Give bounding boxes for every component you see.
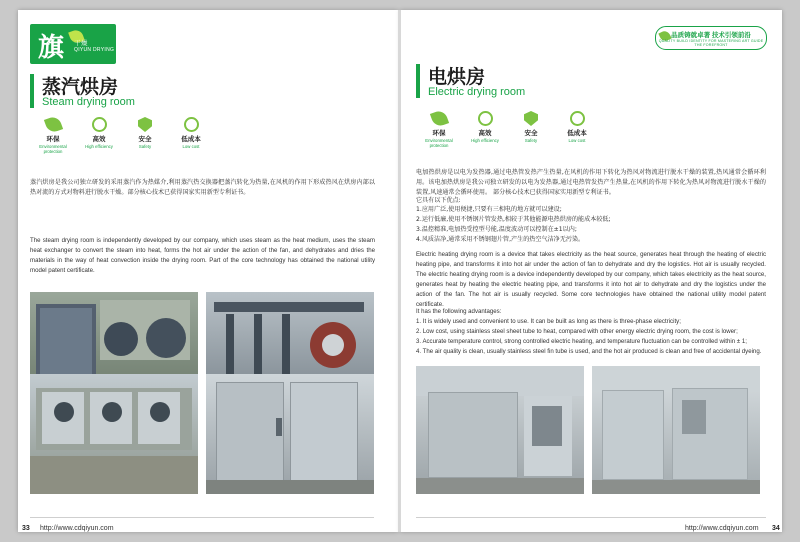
shield-icon <box>138 117 152 132</box>
coin-icon <box>570 111 585 126</box>
right-footer-divider <box>416 517 766 518</box>
right-advantage-3-en: 3. Accurate temperature control, strong controlled electric heating, and temperature fluctuation can be controlled within ± 1; <box>416 338 747 345</box>
left-body-zh: 蒸汽烘房是我公司独立研发的采用蒸汽作为热媒介,利用蒸汽热交换器把蒸汽转化为热量,在风机的作用下形成热风在烘房内部以热对流的方式对物料进行脱水干燥。部分核心技术已获得国家实用新型专利证书。 <box>30 179 375 197</box>
leaf-icon <box>429 109 448 128</box>
photo-drying-room-interior <box>206 374 374 494</box>
feature-environmental <box>416 110 462 148</box>
feature-label-zh: 安全 <box>138 136 152 143</box>
feature-label-en: Safety <box>138 144 152 149</box>
right-advantage-1-zh: 1.应用广泛,使用便捷,只要有三相电的地方就可以建设; <box>416 206 562 213</box>
right-advantage-2-en: 2. Low cost, using stainless steel sheet tube to heat, compared with other energy electric drying room, the cost is lower; <box>416 328 738 335</box>
company-logo <box>30 24 116 64</box>
feature-label-zh: 低成本 <box>567 130 587 137</box>
page-number-value: 33 <box>22 525 30 532</box>
feature-label-en: Low cost <box>182 144 200 149</box>
coin-icon <box>184 117 199 132</box>
left-footer-url[interactable] <box>40 525 114 532</box>
feature-safety <box>508 110 554 148</box>
feature-label-zh: 高效 <box>478 130 492 137</box>
badge-slogan-zh: 品质铸就卓著 技术引领前沿 <box>671 32 751 39</box>
feature-low-cost <box>554 110 600 148</box>
page-gutter <box>398 10 401 532</box>
right-footer-url[interactable] <box>685 525 759 532</box>
ring-icon <box>478 111 493 126</box>
right-advantage-4-en: 4. The air quality is clean, usually stainless steel fin tube is used, and the hot air produced is clean and free of accidental dyeing. <box>416 348 762 355</box>
footer-url-text: http://www.cdqiyun.com <box>685 525 759 532</box>
feature-label-zh: 低成本 <box>181 136 201 143</box>
page-title: 电烘房 <box>428 66 486 88</box>
photo-drying-room-fans <box>30 374 198 494</box>
leaf-icon <box>43 115 62 134</box>
logo-subtitle: 干燥 <box>74 40 88 47</box>
page-subtitle: Steam drying room <box>42 96 135 108</box>
page-number-value: 34 <box>772 525 780 532</box>
left-feature-list <box>30 116 214 154</box>
right-feature-list <box>416 110 600 148</box>
feature-safety <box>122 116 168 154</box>
feature-label-en: Safety <box>524 138 538 143</box>
right-advantage-1-en: 1. It is widely used and convenient to use. It can be built as long as there is three-phase electricity; <box>416 318 681 325</box>
left-body-en: The steam drying room is independently developed by our company, which uses steam as the heat medium, uses the steam heat exchanger to convert the steam into heat, forms the hot air under the action of the fan, and dehydrates and dries the materials in the way of heat convection inside the drying room. Part of the core technology has obtained the national utility model patent certificate. <box>30 237 375 275</box>
right-body-zh: 电加热烘房是以电为发热器,通过电热管发热产生热量,在风机的作用下转化为热风对物流进行脱水干燥的装置,热风通常会循环利用。该电加热烘房是我公司独立研发的以电为发热器,通过电热管发热产生热量,在风机的作用下转化为热风对物流进行脱水干燥的装置,风速通常会循环使用。 部分核心技术已获得国家实用新型专利证书。 <box>416 169 766 197</box>
shield-icon <box>524 111 538 126</box>
right-body-en: Electric heating drying room is a device that takes electricity as the heat source, generates heat through the heating of electric heating pipe, and transforms it into hot air under the action of fan to dehydrate and dry the logistics. Hot air is usually recycled. The electric heating drying room is a device independently developed by our company, which takes electricity as the heat source, generates heat by heating the electric heating pipe, and transforms it into hot air to dehydrate and dry the logistics under the action of the fan. The hot air is usually recycled. Some core technologies have obtained the national utility model patent certificate. <box>416 251 766 309</box>
feature-label-en: Environmental protection <box>425 138 453 149</box>
footer-url-text: http://www.cdqiyun.com <box>40 525 114 532</box>
feature-label-zh: 高效 <box>92 136 106 143</box>
feature-label-en: Environmental protection <box>39 144 67 155</box>
right-advantages-intro-zh: 它具有以下优点: <box>416 197 461 204</box>
right-advantages-intro-en: It has the following advantages: <box>416 308 502 315</box>
feature-label-en: Low cost <box>568 138 586 143</box>
quality-badge <box>655 26 767 50</box>
left-page-number <box>22 525 30 532</box>
feature-high-efficiency <box>76 116 122 154</box>
logo-subtitle-en: QIYUN DRYING <box>74 47 115 53</box>
right-advantage-2-zh: 2.运行低廉,使用不锈钢片管发热,相较于其他能源电热烘房的能成本较低; <box>416 216 611 223</box>
right-page-number <box>772 525 780 532</box>
left-footer-divider <box>30 517 374 518</box>
page-title: 蒸汽烘房 <box>42 76 119 98</box>
feature-environmental <box>30 116 76 154</box>
heading-accent-bar <box>416 64 420 98</box>
page-subtitle: Electric drying room <box>428 86 526 98</box>
feature-label-zh: 环保 <box>432 130 446 137</box>
right-advantage-3-zh: 3.温控精准,电加热受控型号能,温度波动可以控制在±1以内; <box>416 226 577 233</box>
feature-label-en: High efficiency <box>85 144 113 149</box>
heading-accent-bar <box>30 74 34 108</box>
feature-high-efficiency <box>462 110 508 148</box>
feature-low-cost <box>168 116 214 154</box>
logo-chinese-character: 旗 <box>38 33 65 63</box>
feature-label-zh: 环保 <box>46 136 60 143</box>
photo-electric-room-control-panel <box>592 366 760 494</box>
badge-slogan-en: QUALITY BUILD IDENTITY FOR MASTERING ART GUIDE THE FOREFRONT <box>658 39 764 47</box>
right-advantage-4-zh: 4.风质洁净,通常采用不锈钢翅片管,产生的热空气洁净无污染。 <box>416 236 585 243</box>
feature-label-en: High efficiency <box>471 138 499 143</box>
ring-icon <box>92 117 107 132</box>
feature-label-zh: 安全 <box>524 130 538 137</box>
photo-electric-room-exterior <box>416 366 584 494</box>
